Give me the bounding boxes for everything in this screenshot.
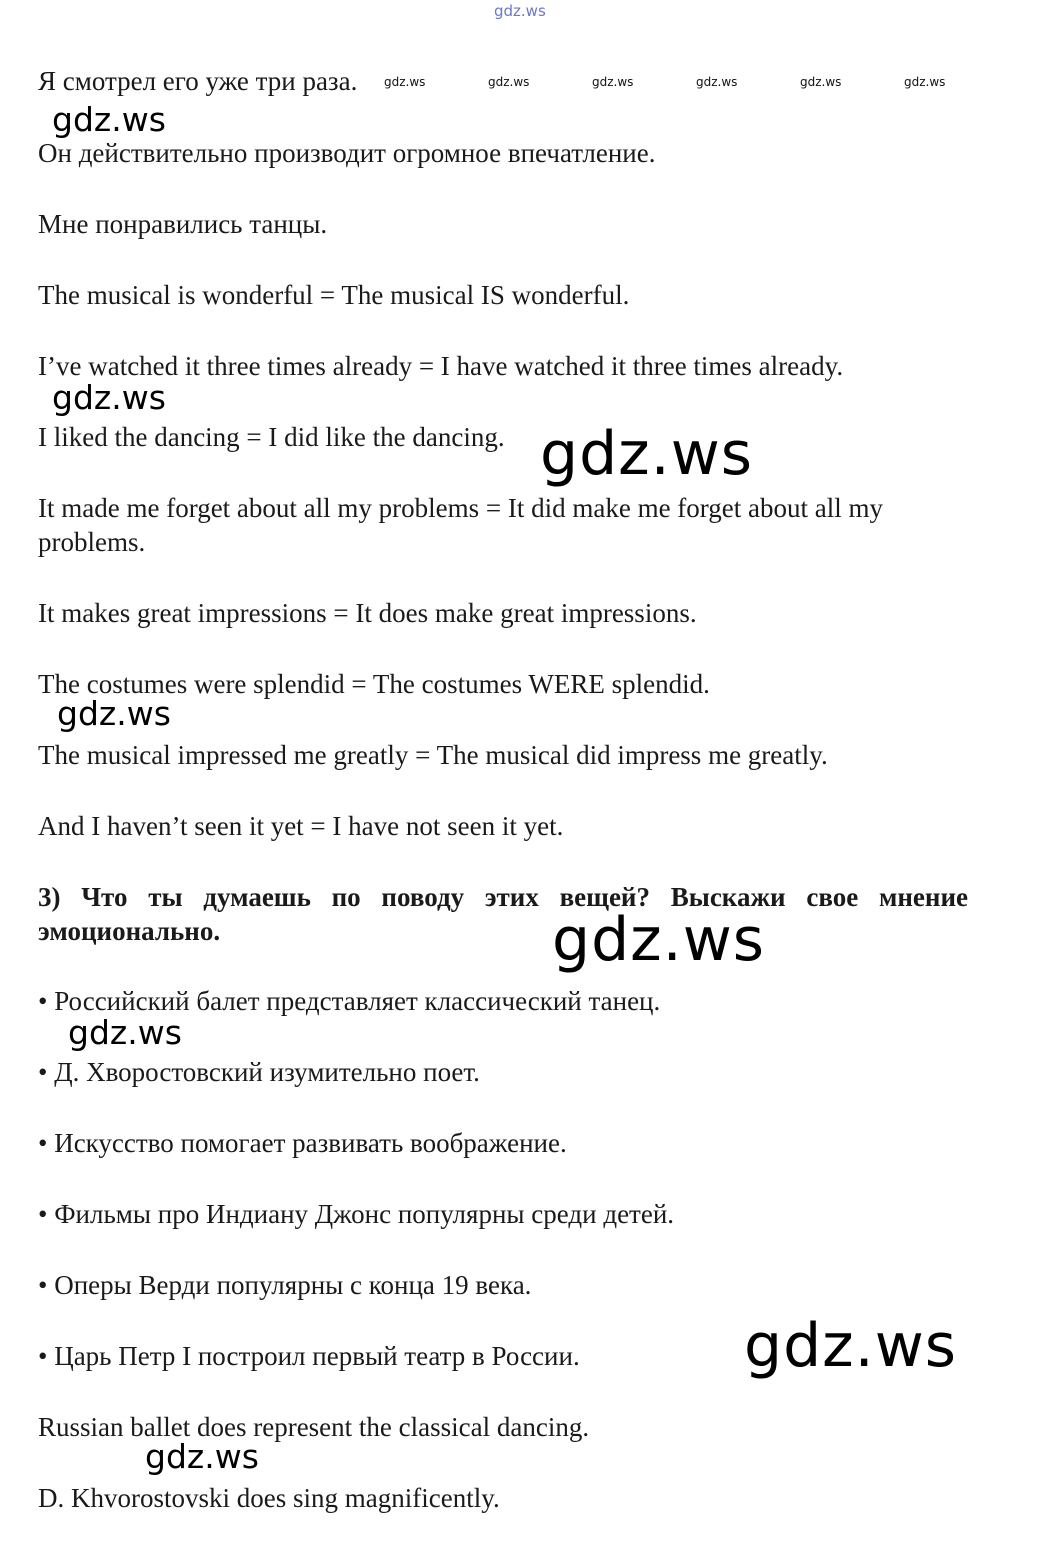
watermark-medium: gdz.ws <box>52 378 166 417</box>
text-line: Он действительно производит огромное впечатление. <box>38 138 656 168</box>
watermark-large: gdz.ws <box>552 905 766 975</box>
text-line: I liked the dancing = I did like the dancing. <box>38 422 505 452</box>
watermark-medium: gdz.ws <box>68 1013 182 1052</box>
list-item: • Российский балет представляет классический танец. <box>38 986 661 1016</box>
text-line: It made me forget about all my problems = It did make me forget about all my problems. <box>38 493 884 557</box>
text-line: D. Khvorostovski does sing magnificently. <box>38 1483 500 1513</box>
text-line: The musical is wonderful = The musical IS wonderful. <box>38 280 630 310</box>
watermark-top: gdz.ws <box>494 2 546 20</box>
watermark-medium: gdz.ws <box>145 1437 259 1476</box>
watermark-small: gdz.ws <box>904 75 946 89</box>
list-item: • Фильмы про Индиану Джонс популярны среди детей. <box>38 1199 675 1229</box>
list-item: • Оперы Верди популярны с конца 19 века. <box>38 1270 532 1300</box>
text-line: Russian ballet does represent the classical dancing. <box>38 1412 590 1442</box>
text-line: And I haven’t seen it yet = I have not seen it yet. <box>38 811 564 841</box>
text-line: It makes great impressions = It does make great impressions. <box>38 598 697 628</box>
text-line: Я смотрел его уже три раза. <box>38 66 358 96</box>
text-line: The costumes were splendid = The costumes WERE splendid. <box>38 669 710 699</box>
watermark-small: gdz.ws <box>488 75 530 89</box>
watermark-medium: gdz.ws <box>52 100 166 139</box>
watermark-large: gdz.ws <box>540 419 754 489</box>
text-line: The musical impressed me greatly = The musical did impress me greatly. <box>38 740 828 770</box>
watermark-medium: gdz.ws <box>57 694 171 733</box>
watermark-large: gdz.ws <box>744 1311 958 1381</box>
list-item: • Царь Петр I построил первый театр в России. <box>38 1341 580 1371</box>
watermark-small: gdz.ws <box>592 75 634 89</box>
list-item: • Искусство помогает развивать воображение. <box>38 1128 567 1158</box>
watermark-small: gdz.ws <box>800 75 842 89</box>
text-line: I’ve watched it three times already = I have watched it three times already. <box>38 351 844 381</box>
list-item: • Д. Хворостовский изумительно поет. <box>38 1057 480 1087</box>
watermark-small: gdz.ws <box>696 75 738 89</box>
text-line: Мне понравились танцы. <box>38 209 328 239</box>
section-heading: 3) Что ты думаешь по поводу этих вещей? Выскажи свое мнение эмоционально. <box>38 882 968 946</box>
watermark-small: gdz.ws <box>384 75 426 89</box>
